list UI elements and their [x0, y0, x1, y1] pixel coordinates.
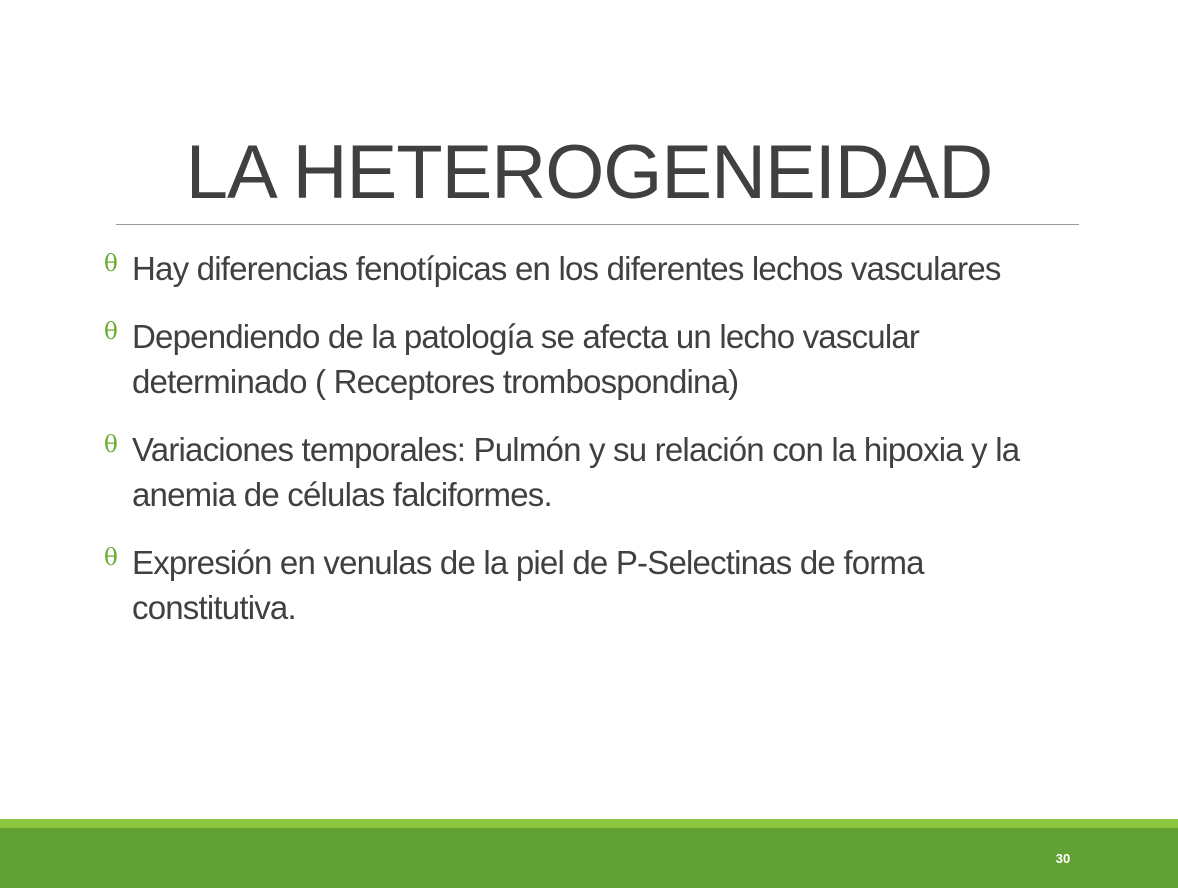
bullet-item: [104, 246, 1064, 291]
theta-bullet-icon: θ: [104, 251, 118, 277]
slide-number: 30: [1055, 851, 1071, 866]
theta-bullet-icon: θ: [104, 319, 118, 345]
bullet-list: [104, 246, 1064, 630]
footer-accent-stripe: [0, 819, 1178, 828]
bullet-text: Dependiendo de la patología se afecta un lecho vascular determinado ( Receptores trombospondina): [132, 318, 920, 400]
slide-title: LA HETEROGENEIDAD: [185, 130, 993, 215]
bullet-text: Expresión en venulas de la piel de P-Selectinas de forma constitutiva.: [132, 544, 924, 626]
bullet-item: [104, 427, 1064, 517]
theta-bullet-icon: θ: [104, 545, 118, 571]
title-divider: [116, 224, 1079, 225]
bullet-text: Variaciones temporales: Pulmón y su relación con la hipoxia y la anemia de células falciformes.: [132, 431, 1020, 513]
bullet-item: [104, 314, 1064, 404]
footer-band: [0, 828, 1178, 888]
theta-bullet-icon: θ: [104, 432, 118, 458]
bullet-text: Hay diferencias fenotípicas en los diferentes lechos vasculares: [132, 250, 1001, 287]
bullet-item: [104, 540, 1064, 630]
